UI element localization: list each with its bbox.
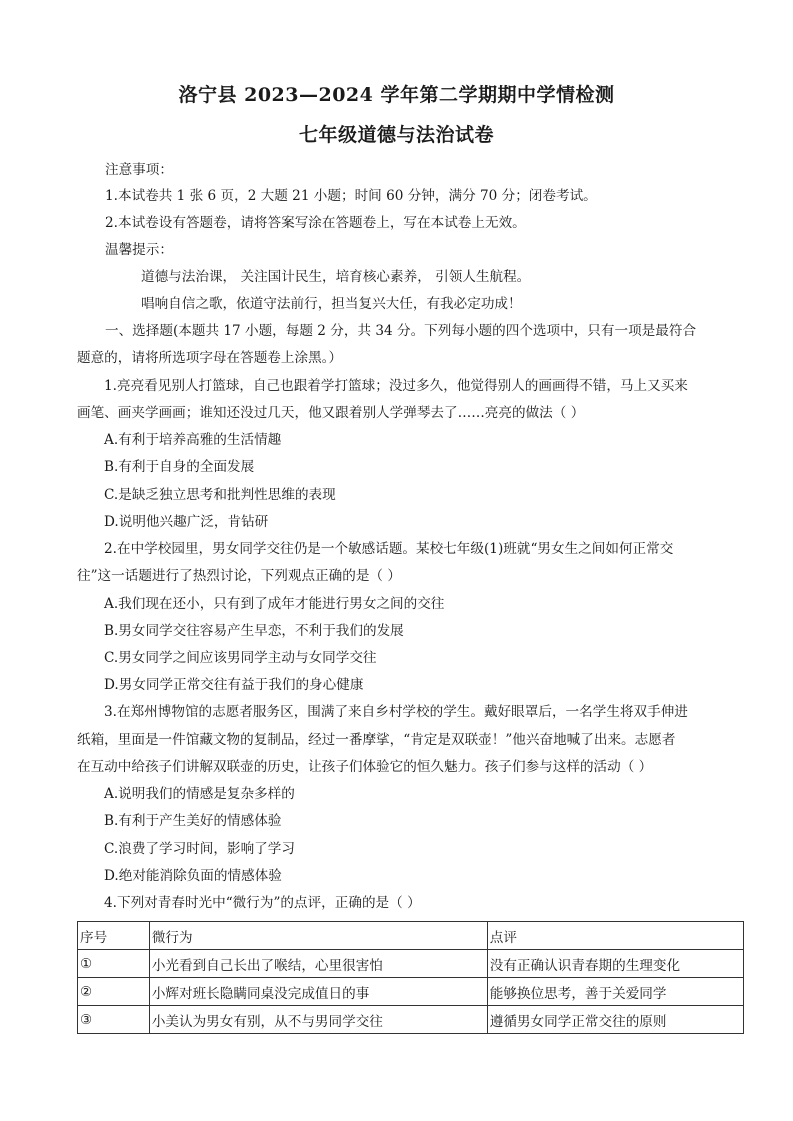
table-cell-comment: 没有正确认识青春期的生理变化: [487, 950, 743, 978]
table-row: [78, 978, 744, 1006]
notice-item-1: 1.本试卷共 1 张 6 页，2 大题 21 小题；时间 60 分钟，满分 70 分；闭卷考试。: [105, 188, 597, 204]
q1-stem-1: 1.亮亮看见别人打篮球，自己也跟着学打篮球；没过多久，他觉得别人的画画得不错，马上又买来: [104, 378, 688, 394]
q3-option-a: A.说明我们的情感是复杂多样的: [104, 786, 295, 802]
table-cell-comment: 能够换位思考，善于关爱同学: [487, 978, 743, 1006]
q3-stem-1: 3.在郑州博物馆的志愿者服务区，围满了来自乡村学校的学生。戴好眼罩后，一名学生将双手伸进: [104, 704, 688, 720]
table-header-index: 序号: [78, 922, 150, 950]
table-cell-behavior: 小辉对班长隐瞒同桌没完成值日的事: [149, 978, 487, 1006]
q2-option-d: D.男女同学正常交往有益于我们的身心健康: [104, 677, 364, 693]
table-cell-behavior: 小光看到自己长出了喉结，心里很害怕: [149, 950, 487, 978]
q1-stem-2: 画笔、画夹学画画；谁知还没过几天，他又跟着别人学弹琴去了……亮亮的做法（ ）: [77, 405, 585, 421]
tips-line-2: 唱响自信之歌，依道守法前行，担当复兴大任，有我必定功成！: [141, 296, 522, 312]
q2-option-b: B.男女同学交往容易产生早恋，不利于我们的发展: [104, 623, 404, 639]
q3-stem-2: 纸箱，里面是一件馆藏文物的复制品，经过一番摩挲，“肯定是双联壶！”他兴奋地喊了出来。志愿者: [77, 732, 676, 748]
table-cell-behavior: 小美认为男女有别，从不与男同学交往: [149, 1006, 487, 1034]
q1-option-a: A.有利于培养高雅的生活情趣: [104, 432, 282, 448]
section1-instructions-2: 题意的，请将所选项字母在答题卷上涂黑。）: [77, 350, 343, 366]
q4-table: [77, 921, 744, 1034]
q3-option-b: B.有利于产生美好的情感体验: [104, 813, 282, 829]
section1-instructions-1: 一、选择题(本题共 17 小题，每题 2 分，共 34 分。下列每小题的四个选项中，只有一项是最符合: [105, 323, 697, 339]
tips-heading: 温馨提示：: [105, 242, 173, 258]
table-row: [78, 1006, 744, 1034]
exam-subtitle: 七年级道德与法治试卷: [298, 124, 494, 146]
table-header-behavior: 微行为: [149, 922, 487, 950]
notice-heading: 注意事项：: [105, 162, 173, 178]
table-cell-index: ①: [78, 950, 150, 978]
q1-option-b: B.有利于自身的全面发展: [104, 459, 255, 475]
table-cell-index: ②: [78, 978, 150, 1006]
table-cell-index: ③: [78, 1006, 150, 1034]
q2-option-a: A.我们现在还小，只有到了成年才能进行男女之间的交往: [104, 596, 445, 612]
q2-stem-1: 2.在中学校园里，男女同学交往仍是一个敏感话题。某校七年级(1)班就“男女生之间如何正常交: [104, 541, 674, 557]
exam-title: 洛宁县 2023—2024 学年第二学期期中学情检测: [178, 84, 615, 106]
table-header-comment: 点评: [487, 922, 743, 950]
q1-option-c: C.是缺乏独立思考和批判性思维的表现: [104, 487, 336, 503]
q3-option-d: D.绝对能消除负面的情感体验: [104, 868, 282, 884]
table-row: [78, 950, 744, 978]
q2-option-c: C.男女同学之间应该男同学主动与女同学交往: [104, 650, 377, 666]
q1-option-d: D.说明他兴趣广泛，肯钻研: [104, 514, 269, 530]
notice-item-2: 2.本试卷设有答题卷，请将答案写涂在答题卷上，写在本试卷上无效。: [105, 215, 526, 231]
table-header-row: [78, 922, 744, 950]
q3-option-c: C.浪费了学习时间，影响了学习: [104, 841, 295, 857]
tips-line-1: 道德与法治课， 关注国计民生，培育核心素养， 引领人生航程。: [141, 269, 531, 285]
q4-stem: 4.下列对青春时光中“微行为”的点评，正确的是（ ）: [104, 895, 421, 911]
q2-stem-2: 往”这一话题进行了热烈讨论，下列观点正确的是（ ）: [77, 568, 401, 584]
q3-stem-3: 在互动中给孩子们讲解双联壶的历史，让孩子们体验它的恒久魅力。孩子们参与这样的活动（ ）: [77, 759, 653, 775]
table-cell-comment: 遵循男女同学正常交往的原则: [487, 1006, 743, 1034]
